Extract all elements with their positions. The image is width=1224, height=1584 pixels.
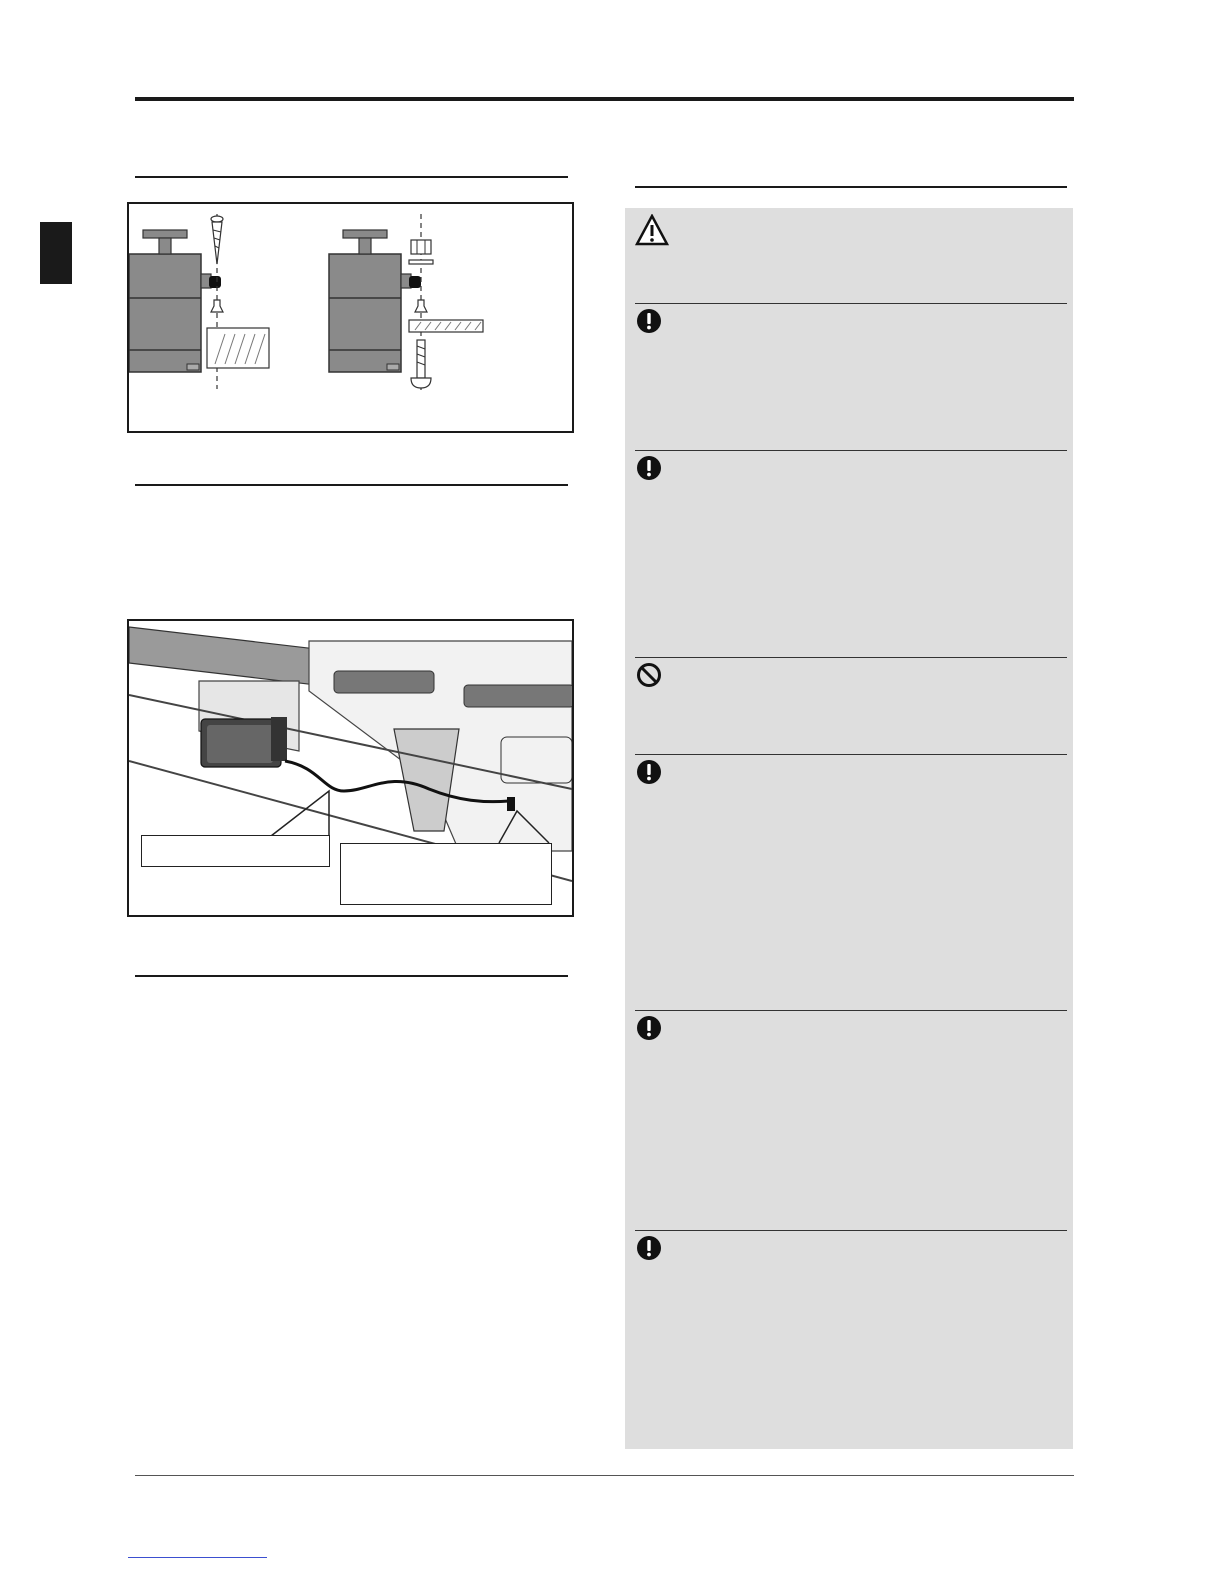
- panel-divider-1: [635, 303, 1067, 304]
- washer-icon: [409, 260, 433, 264]
- header-rule: [135, 97, 1074, 101]
- safety-panel: [625, 208, 1073, 1449]
- bolt-icon: [411, 340, 431, 388]
- section-rule-1: [135, 176, 568, 178]
- grommet-icon: [415, 300, 427, 312]
- callout-box-2: [340, 843, 552, 905]
- callout-box-1: [141, 835, 330, 867]
- section-rule-3: [135, 975, 568, 977]
- servo-mount-diagram: [129, 204, 572, 431]
- wood-screw-icon: [211, 216, 223, 264]
- servo-icon: [129, 230, 211, 372]
- section-tab-marker: [40, 222, 72, 284]
- exclamation-icon: [636, 308, 662, 334]
- panel-divider-3: [635, 657, 1067, 658]
- panel-divider-2: [635, 450, 1067, 451]
- section-rule-right: [635, 186, 1067, 188]
- panel-divider-4: [635, 754, 1067, 755]
- section-rule-2: [135, 484, 568, 486]
- exclamation-icon: [636, 1015, 662, 1041]
- footer-link-underline[interactable]: [128, 1557, 267, 1558]
- exclamation-icon: [636, 1235, 662, 1261]
- panel-divider-6: [635, 1230, 1067, 1231]
- grommet-icon: [211, 300, 223, 312]
- exclamation-icon: [636, 759, 662, 785]
- prohibition-icon: [636, 662, 662, 688]
- servo-icon: [329, 230, 411, 372]
- nut-icon: [411, 240, 431, 254]
- warning-triangle-icon: [635, 214, 669, 246]
- exclamation-icon: [636, 455, 662, 481]
- panel-divider-5: [635, 1010, 1067, 1011]
- servo-mount-figure: [127, 202, 574, 433]
- servo-wiring-figure: [127, 619, 574, 917]
- footer-rule: [135, 1475, 1074, 1476]
